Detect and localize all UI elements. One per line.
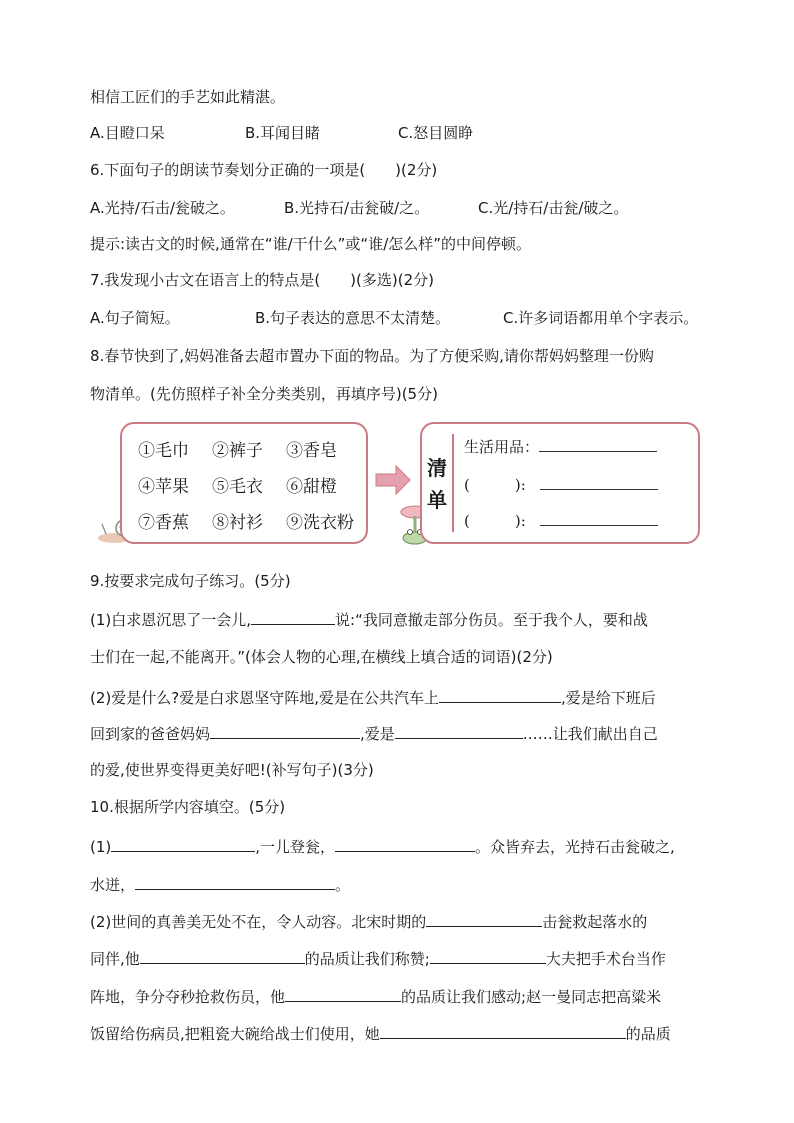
text-segment: 的品质让我们感动;赵一曼同志把高粱米 xyxy=(401,988,662,1006)
q10-2-line4 xyxy=(90,1022,671,1044)
text-segment: (1) xyxy=(90,838,112,856)
text-segment: 回到家的爸爸妈妈 xyxy=(90,725,211,743)
q5-option-a: A.目瞪口呆 xyxy=(90,124,165,142)
q6-option-a: A.光持/石击/瓮破之。 xyxy=(90,199,235,217)
answer-blank[interactable] xyxy=(395,722,523,739)
q7-option-c: C.许多词语都用单个字表示。 xyxy=(503,309,699,327)
text-segment: 的品质 xyxy=(625,1025,671,1043)
text-segment: ,一儿登瓮， xyxy=(255,838,336,856)
list-row-1 xyxy=(464,436,657,457)
list-box xyxy=(420,422,700,544)
list-row-2 xyxy=(464,474,658,495)
q10-2-line1 xyxy=(90,910,647,932)
text-segment: (1)白求恩沉思了一会儿, xyxy=(90,611,252,629)
item: ⑧衬衫 xyxy=(212,513,263,533)
text-segment: 的品质让我们称赞; xyxy=(304,950,430,968)
item: ⑨洗衣粉 xyxy=(286,513,354,533)
text-segment: 。 xyxy=(335,876,351,894)
list-row-3 xyxy=(464,510,658,531)
q7-option-a: A.句子简短。 xyxy=(90,309,180,327)
answer-blank[interactable] xyxy=(251,608,335,625)
answer-blank[interactable] xyxy=(439,686,561,703)
q10-1-line2 xyxy=(90,873,350,895)
text-line: 相信工匠们的手艺如此精湛。 xyxy=(90,88,286,106)
answer-blank[interactable] xyxy=(140,947,305,964)
q10-2-line2 xyxy=(90,947,666,969)
answer-blank[interactable] xyxy=(335,835,475,852)
list-row-label: ( ): xyxy=(464,512,526,530)
item: ⑥甜橙 xyxy=(286,477,337,497)
list-row-blank xyxy=(539,437,657,452)
q8-prompt-line1: 8.春节快到了,妈妈准备去超市置办下面的物品。为了方便采购,请你帮妈妈整理一份购 xyxy=(90,347,654,365)
answer-blank[interactable] xyxy=(135,873,335,890)
text-segment: 水迸， xyxy=(90,876,136,894)
answer-blank[interactable] xyxy=(426,910,542,927)
list-row-blank xyxy=(540,511,658,526)
hint-text: 提示:读古文的时候,通常在“谁/干什么”或“谁/怎么样”的中间停顿。 xyxy=(90,235,532,253)
text-segment: 。众皆弃去，光持石击瓮破之, xyxy=(475,838,675,856)
item: ②裤子 xyxy=(212,441,263,461)
text-segment: (2)爱是什么?爱是白求恩坚守阵地,爱是在公共汽车上 xyxy=(90,689,439,707)
q8-prompt-line2: 物清单。(先仿照样子补全分类类别，再填序号)(5分) xyxy=(90,385,438,403)
item: ③香皂 xyxy=(286,441,337,461)
arrow-right-icon xyxy=(376,466,410,494)
answer-blank[interactable] xyxy=(380,1022,626,1039)
list-row-blank xyxy=(540,475,658,490)
q10-2-line3 xyxy=(90,985,661,1007)
q9-2-line2 xyxy=(90,722,658,744)
list-tag-char: 单 xyxy=(427,488,447,512)
answer-blank[interactable] xyxy=(111,835,255,852)
item: ①毛巾 xyxy=(138,441,189,461)
text-segment: 击瓮救起落水的 xyxy=(542,913,648,931)
answer-blank[interactable] xyxy=(210,722,360,739)
text-segment: 说:“我同意撤走部分伤员。至于我个人，要和战 xyxy=(335,611,648,629)
q6-prompt: 6.下面句子的朗读节奏划分正确的一项是( )(2分) xyxy=(90,161,438,179)
text-segment: ……让我们献出自己 xyxy=(522,725,658,743)
shopping-list-illustration xyxy=(92,420,704,548)
text-segment: 大夫把手术台当作 xyxy=(545,950,666,968)
answer-blank[interactable] xyxy=(285,985,401,1002)
q9-1-line1 xyxy=(90,608,648,630)
q6-option-b: B.光持石/击瓮破/之。 xyxy=(284,199,430,217)
item: ④苹果 xyxy=(138,477,189,497)
q5-option-b: B.耳闻目睹 xyxy=(245,124,321,142)
answer-blank[interactable] xyxy=(430,947,546,964)
text-segment: (2)世间的真善美无处不在，令人动容。北宋时期的 xyxy=(90,913,427,931)
text-segment: 饭留给伤病员,把粗瓷大碗给战士们使用，她 xyxy=(90,1025,380,1043)
list-row-label: 生活用品： xyxy=(464,438,540,456)
q7-option-b: B.句子表达的意思不太清楚。 xyxy=(255,309,451,327)
q9-prompt: 9.按要求完成句子练习。(5分) xyxy=(90,572,291,590)
q7-prompt: 7.我发现小古文在语言上的特点是( )(多选)(2分) xyxy=(90,271,434,289)
text-segment: 同伴,他 xyxy=(90,950,140,968)
q5-option-c: C.怒目圆睁 xyxy=(398,124,474,142)
list-tag-char: 清 xyxy=(427,456,447,480)
q9-2-line1 xyxy=(90,686,656,708)
q9-2-line3: 的爱,使世界变得更美好吧!(补写句子)(3分) xyxy=(90,761,374,779)
text-segment: ,爱是 xyxy=(360,725,395,743)
item: ⑤毛衣 xyxy=(212,477,263,497)
list-row-label: ( ): xyxy=(464,476,526,494)
items-box xyxy=(120,422,368,544)
q9-1-line2: 士们在一起,不能离开。”(体会人物的心理,在横线上填合适的词语)(2分) xyxy=(90,648,553,666)
q10-prompt: 10.根据所学内容填空。(5分) xyxy=(90,798,286,816)
list-tag xyxy=(422,434,454,532)
q10-1-line1 xyxy=(90,835,675,857)
text-segment: ,爱是给下班后 xyxy=(560,689,656,707)
q6-option-c: C.光/持石/击瓮/破之。 xyxy=(478,199,629,217)
text-segment: 阵地，争分夺秒抢救伤员，他 xyxy=(90,988,286,1006)
item: ⑦香蕉 xyxy=(138,513,189,533)
